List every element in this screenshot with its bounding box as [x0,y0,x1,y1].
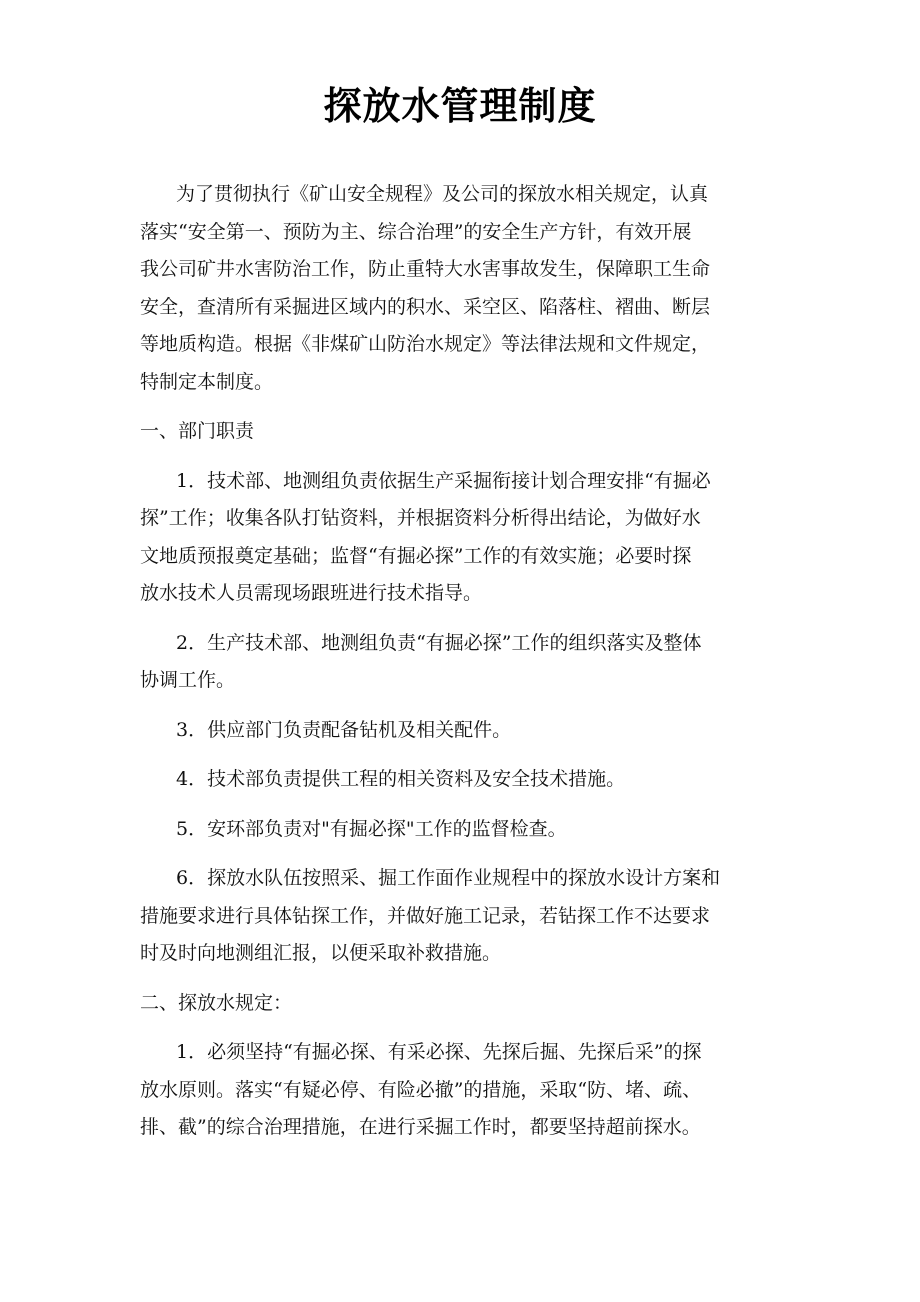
responsibility-item-6 [140,860,800,973]
item-line: 排、截”的综合治理措施，在进行采掘工作时，都要坚持超前探水。 [140,1116,701,1138]
intro-line: 落实“安全第一、预防为主、综合治理”的安全生产方针，有效开展 [140,220,692,243]
item-line: 3．供应部门负责配备钻机及相关配件。 [176,718,512,741]
section-heading-responsibilities [140,413,800,451]
item-line: 1．技术部、地测组负责依据生产采掘衔接计划合理安排“有掘必 [176,469,711,492]
section-heading: 一、部门职责 [140,420,255,442]
item-line: 时及时向地测组汇报，以便采取补救措施。 [140,942,502,964]
section-heading: 二、探放水规定： [140,991,293,1014]
item-line: 措施要求进行具体钻探工作，并做好施工记录，若钻探工作不达要求 [140,904,711,927]
intro-line: 安全，查清所有采掘进区域内的积水、采空区、陷落柱、褶曲、断层 [140,295,711,318]
responsibility-item-5 [140,811,800,849]
regulation-item-1 [140,1034,800,1147]
item-line: 4．技术部负责提供工程的相关资料及安全技术措施。 [176,768,626,790]
item-line: 协调工作。 [140,669,236,691]
item-line: 2．生产技术部、地测组负责“有掘必探”工作的组织落实及整体 [176,631,702,654]
intro-line: 我公司矿井水害防治工作，防止重特大水害事故发生，保障职工生命 [140,258,711,280]
intro-paragraph [140,176,800,401]
responsibility-item-3 [140,712,800,750]
item-line: 文地质预报奠定基础；监督“有掘必探”工作的有效实施；必要时探 [140,544,692,567]
item-line: 5．安环部负责对"有掘必探"工作的监督检查。 [176,817,567,840]
item-line: 放水技术人员需现场跟班进行技术指导。 [140,582,483,604]
item-line: 1．必须坚持“有掘必探、有采必探、先探后掘、先探后采”的探 [176,1041,702,1063]
section-heading-regulations [140,985,800,1023]
item-line: 探”工作；收集各队打钻资料，并根据资料分析得出结论，为做好水 [140,507,701,529]
document-title: 探放水管理制度 [323,84,597,128]
intro-line: 等地质构造。根据《非煤矿山防治水规定》等法律法规和文件规定， [140,333,711,355]
intro-line: 为了贯彻执行《矿山安全规程》及公司的探放水相关规定，认真 [176,183,709,205]
item-line: 6．探放水队伍按照采、掘工作面作业规程中的探放水设计方案和 [176,867,721,889]
responsibility-item-2 [140,625,800,700]
responsibility-item-4 [140,761,800,799]
document-body [140,176,800,1159]
intro-line: 特制定本制度。 [140,370,274,393]
item-line: 放水原则。落实“有疑必停、有险必撤”的措施，采取“防、堵、疏、 [140,1078,702,1101]
responsibility-item-1 [140,463,800,613]
